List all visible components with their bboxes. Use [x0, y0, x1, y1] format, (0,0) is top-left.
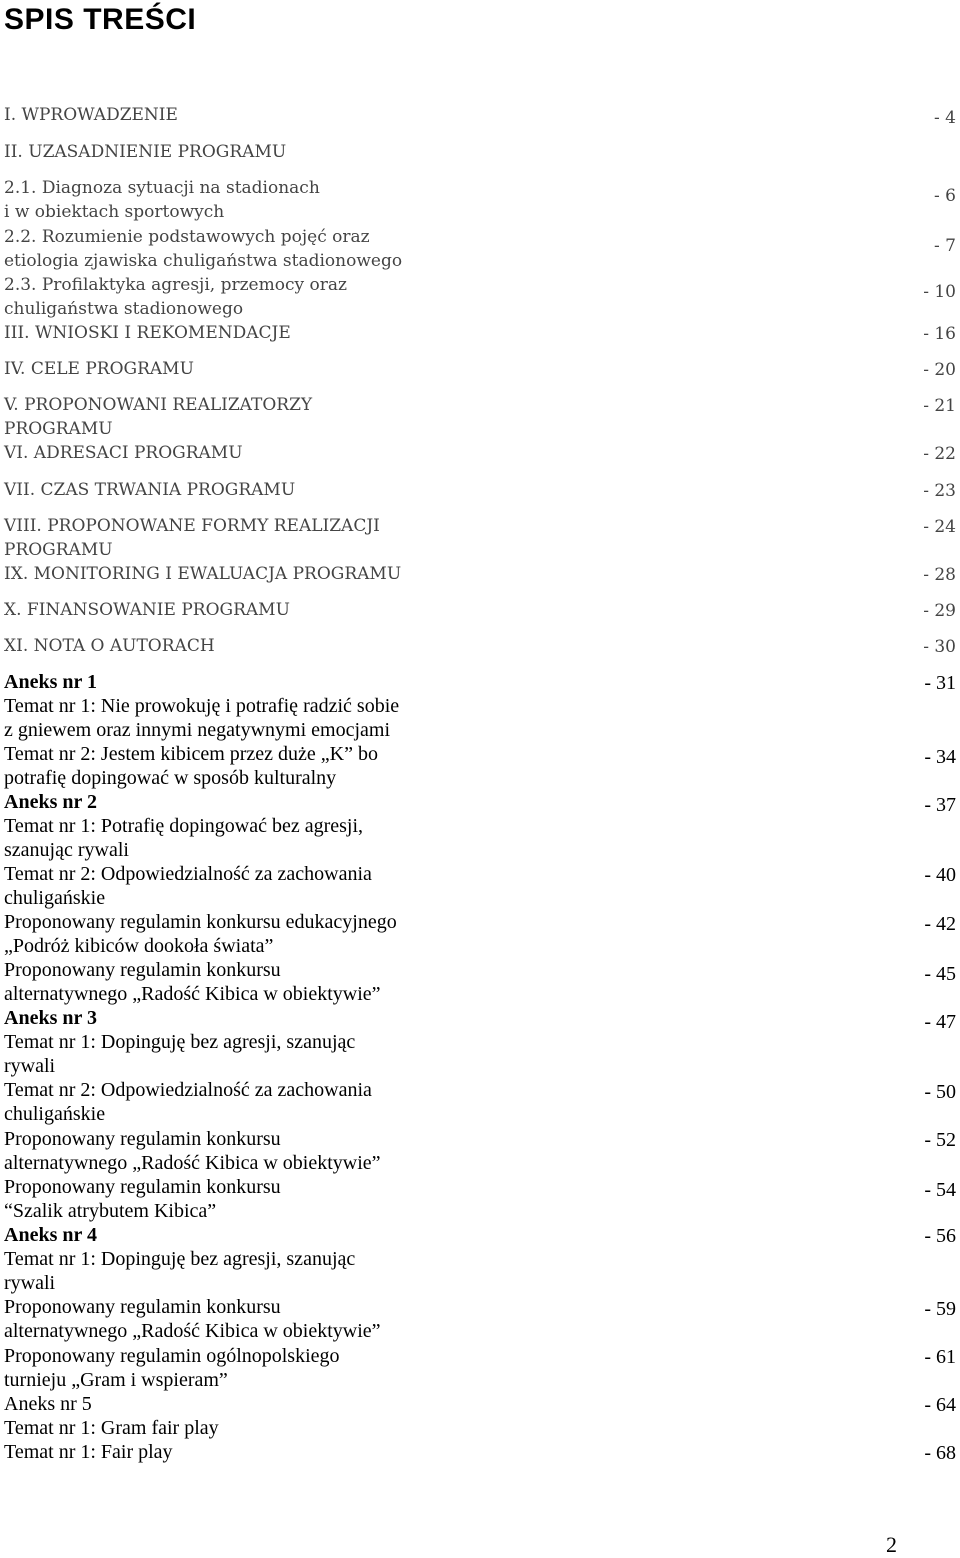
- toc-entry-label: Temat nr 2: Odpowiedzialność za zachowania: [4, 863, 372, 885]
- toc-entry-label: Temat nr 1: Dopinguję bez agresji, szanując: [4, 1031, 356, 1053]
- toc-entry-label: alternatywnego „Radość Kibica w obiektywie”: [4, 1320, 381, 1342]
- toc-entry-page: - 6: [934, 186, 956, 206]
- toc-entry-label: Proponowany regulamin ogólnopolskiego: [4, 1345, 340, 1367]
- toc-entry-label: PROGRAMU: [4, 540, 113, 560]
- toc-entry-label: VIII. PROPONOWANE FORMY REALIZACJI: [4, 516, 380, 536]
- toc-entry-label: alternatywnego „Radość Kibica w obiektywie”: [4, 983, 381, 1005]
- toc-entry-label: 2.1. Diagnoza sytuacji na stadionach: [4, 178, 320, 198]
- toc-entry-label: chuligańskie: [4, 887, 106, 909]
- toc-entry-label: XI. NOTA O AUTORACH: [4, 636, 215, 656]
- toc-entry-label: II. UZASADNIENIE PROGRAMU: [4, 142, 287, 162]
- toc-entry-page: - 47: [924, 1011, 956, 1033]
- toc-entry-label: PROGRAMU: [4, 419, 113, 439]
- toc-entry-label: Temat nr 1: Gram fair play: [4, 1417, 219, 1439]
- toc-entry-page: - 45: [924, 963, 956, 985]
- toc-entry-label: Proponowany regulamin konkursu: [4, 1176, 281, 1198]
- toc-entry-label: I. WPROWADZENIE: [4, 105, 178, 125]
- toc-entry-label: etiologia zjawiska chuligaństwa stadionowego: [4, 251, 403, 271]
- toc-entry-label: turnieju „Gram i wspieram”: [4, 1369, 228, 1391]
- toc-entry-label: Temat nr 1: Dopinguję bez agresji, szanując: [4, 1248, 356, 1270]
- toc-entry-label: 2.2. Rozumienie podstawowych pojęć oraz: [4, 227, 370, 247]
- toc-entry-label: X. FINANSOWANIE PROGRAMU: [4, 600, 290, 620]
- toc-entry-label: Proponowany regulamin konkursu edukacyjnego: [4, 911, 397, 933]
- toc-entry-label: IV. CELE PROGRAMU: [4, 359, 194, 379]
- toc-entry-page: - 61: [924, 1346, 956, 1368]
- toc-entry-page: - 22: [923, 444, 956, 464]
- toc-entry-page: - 10: [923, 282, 956, 302]
- toc-entry-label: chuligaństwa stadionowego: [4, 299, 244, 319]
- toc-entry-page: - 4: [934, 108, 956, 128]
- annex-heading: Aneks nr 4: [4, 1224, 97, 1246]
- page-title: SPIS TREŚCI: [4, 3, 197, 36]
- toc-entry-label: VI. ADRESACI PROGRAMU: [4, 443, 243, 463]
- toc-entry-label: Temat nr 2: Jestem kibicem przez duże „K” bo: [4, 743, 379, 765]
- toc-entry-label: szanując rywali: [4, 839, 129, 861]
- toc-entry-page: - 29: [923, 601, 956, 621]
- toc-entry-label: Aneks nr 5: [4, 1393, 92, 1415]
- toc-entry-page: - 64: [924, 1394, 956, 1416]
- toc-entry-label: z gniewem oraz innymi negatywnymi emocjami: [4, 719, 390, 741]
- toc-entry-page: - 31: [924, 672, 956, 694]
- toc-entry-label: „Podróż kibiców dookoła świata”: [4, 935, 274, 957]
- toc-entry-page: - 68: [924, 1442, 956, 1464]
- annex-heading: Aneks nr 2: [4, 791, 97, 813]
- toc-entry-label: chuligańskie: [4, 1103, 106, 1125]
- toc-entry-page: - 23: [923, 481, 956, 501]
- toc-entry-page: - 30: [923, 637, 956, 657]
- toc-entry-label: 2.3. Profilaktyka agresji, przemocy oraz: [4, 275, 347, 295]
- toc-entry-page: - 59: [924, 1298, 956, 1320]
- toc-entry-label: Temat nr 1: Nie prowokuję i potrafię radzić sobie: [4, 695, 400, 717]
- toc-entry-label: Temat nr 2: Odpowiedzialność za zachowania: [4, 1079, 372, 1101]
- toc-entry-page: - 34: [924, 746, 956, 768]
- toc-entry-label: V. PROPONOWANI REALIZATORZY: [4, 395, 313, 415]
- toc-entry-label: Temat nr 1: Potrafię dopingować bez agresji,: [4, 815, 364, 837]
- toc-entry-label: Temat nr 1: Fair play: [4, 1441, 173, 1463]
- toc-entry-page: - 54: [924, 1179, 956, 1201]
- toc-entry-label: III. WNIOSKI I REKOMENDACJE: [4, 323, 291, 343]
- toc-entry-label: “Szalik atrybutem Kibica”: [4, 1200, 217, 1222]
- toc-entry-label: Proponowany regulamin konkursu: [4, 1128, 281, 1150]
- toc-entry-page: - 7: [934, 236, 956, 256]
- toc-entry-label: rywali: [4, 1055, 56, 1077]
- toc-entry-page: - 16: [923, 324, 956, 344]
- toc-entry-label: rywali: [4, 1272, 56, 1294]
- toc-entry-page: - 20: [923, 360, 956, 380]
- toc-entry-page: - 21: [923, 396, 956, 416]
- toc-entry-page: - 52: [924, 1129, 956, 1151]
- toc-entry-page: - 50: [924, 1081, 956, 1103]
- toc-entry-label: IX. MONITORING I EWALUACJA PROGRAMU: [4, 564, 402, 584]
- toc-entry-page: - 40: [924, 864, 956, 886]
- toc-entry-label: Proponowany regulamin konkursu: [4, 1296, 281, 1318]
- toc-entry-label: VII. CZAS TRWANIA PROGRAMU: [4, 480, 296, 500]
- toc-entry-page: - 24: [923, 517, 956, 537]
- toc-entry-label: potrafię dopingować w sposób kulturalny: [4, 767, 337, 789]
- toc-entry-label: alternatywnego „Radość Kibica w obiektywie”: [4, 1152, 381, 1174]
- toc-entry-label: Proponowany regulamin konkursu: [4, 959, 281, 981]
- toc-entry-label: i w obiektach sportowych: [4, 202, 225, 222]
- annex-heading: Aneks nr 1: [4, 671, 97, 693]
- annex-heading: Aneks nr 3: [4, 1007, 97, 1029]
- toc-entry-page: - 42: [924, 913, 956, 935]
- page-number: 2: [886, 1532, 897, 1557]
- toc-entry-page: - 28: [923, 565, 956, 585]
- toc-entry-page: - 56: [924, 1225, 956, 1247]
- toc-entry-page: - 37: [924, 794, 956, 816]
